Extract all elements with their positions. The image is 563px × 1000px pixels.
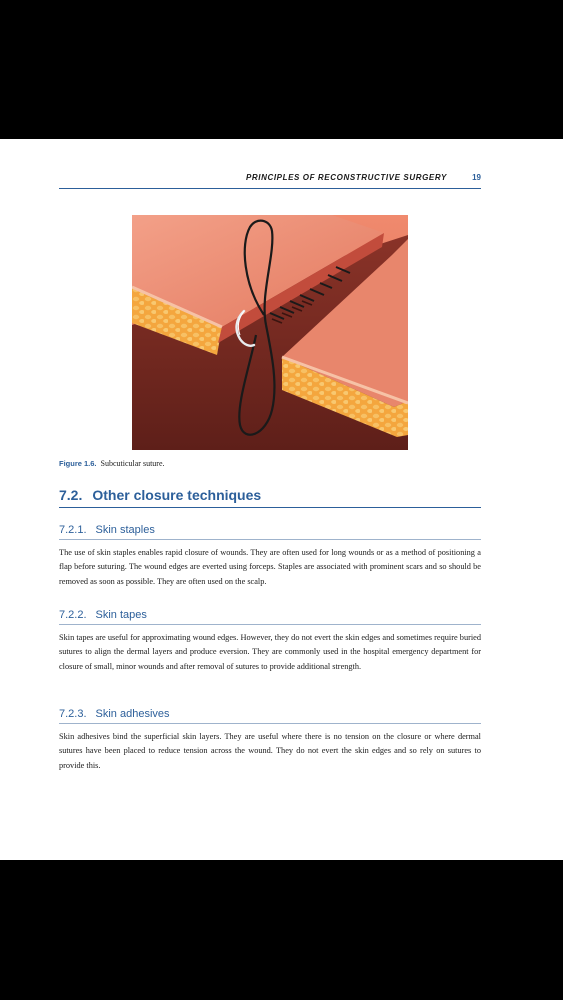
book-page	[0, 139, 563, 860]
figure-caption	[59, 459, 481, 468]
subsection-title: Skin adhesives	[95, 708, 170, 720]
section-heading	[59, 487, 481, 508]
subsection-number: 7.2.3.	[59, 708, 87, 720]
figure-label: Figure 1.6.	[59, 459, 97, 468]
section-title: Other closure techniques	[92, 487, 262, 503]
subsection-heading-skin-staples	[59, 523, 481, 540]
running-title: PRINCIPLES OF RECONSTRUCTIVE SURGERY	[245, 173, 447, 182]
page-number: 19	[472, 173, 481, 182]
subsection-title: Skin staples	[95, 524, 155, 536]
paragraph-skin-adhesives: Skin adhesives bind the superficial skin layers. They are useful where there is no tension on the closure or where dermal sutures have been placed to reduce tension across the wound. They do not evert the skin edges and so rely on sutures to provide this.	[59, 732, 481, 770]
subsection-number: 7.2.2.	[59, 609, 87, 621]
subsection-title: Skin tapes	[95, 609, 147, 621]
subsection-number: 7.2.1.	[59, 524, 87, 536]
paragraph-skin-staples: The use of skin staples enables rapid closure of wounds. They are often used for long wounds or as a method of positioning a flap before suturing. The wound edges are everted using forceps. Staples are associated with prominent scars and so should be removed as soon as possible. They are often used on the scalp.	[59, 548, 481, 586]
paragraph-skin-tapes: Skin tapes are useful for approximating wound edges. However, they do not evert the skin edges and sometimes require buried sutures to align the dermal layers and produce eversion. They are commonly used in the hospital emergency department for closure of small, minor wounds and after removal of sutures to provide additional strength.	[59, 633, 481, 671]
running-header	[59, 172, 481, 189]
subsection-heading-skin-tapes	[59, 608, 481, 625]
subsection-heading-skin-adhesives	[59, 707, 481, 724]
section-number: 7.2.	[59, 487, 83, 503]
figure-caption-text: Subcuticular suture.	[100, 459, 165, 468]
subcuticular-suture-illustration	[132, 215, 408, 450]
